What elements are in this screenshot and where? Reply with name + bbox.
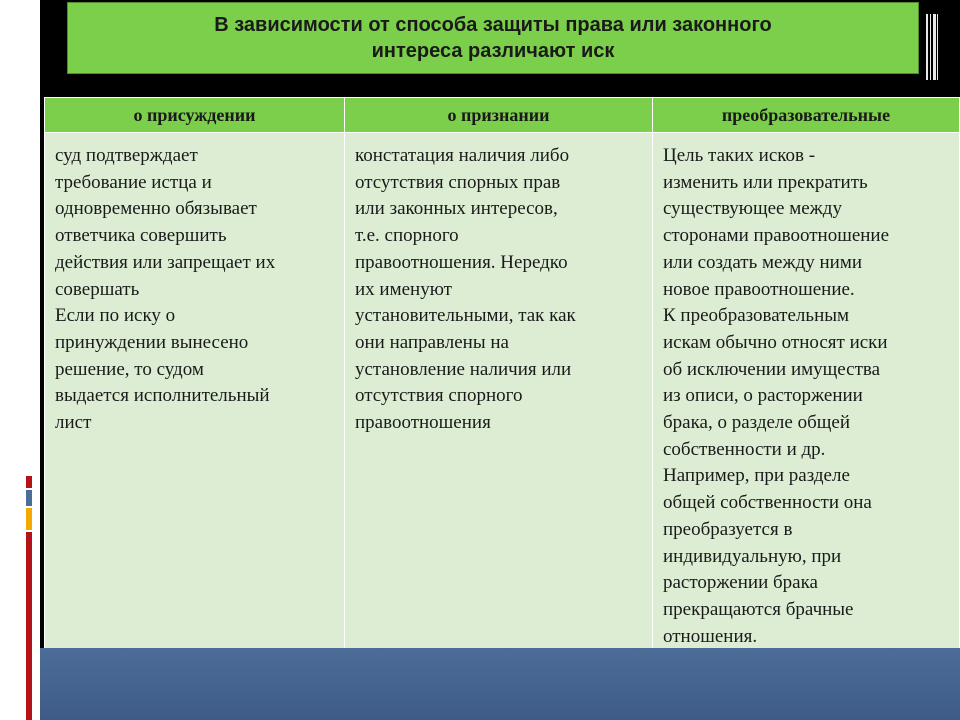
left-white-strip xyxy=(0,0,40,720)
bottom-gradient-band xyxy=(40,648,960,720)
header-recognition: о признании xyxy=(345,98,653,133)
left-color-marks xyxy=(26,476,34,720)
cell-transformative: Цель таких исков - изменить или прекратить существующее между сторонами правоотношение или создать между ними новое правоотношение. К преобразовательным искам обычно относят иски об исключении имущества из описи, о расторжении брака, о разделе общей собственности и др. Например, при разделе общей собственности она преобразуется в индивидуальную, при расторжении брака прекращаются брачные отношения. xyxy=(653,133,960,657)
table-header-row xyxy=(45,98,960,133)
table-row xyxy=(45,133,960,657)
title-decoration-lines xyxy=(926,14,938,80)
slide-title-box xyxy=(67,2,919,74)
header-transformative: преобразовательные xyxy=(653,98,960,133)
cell-recognition: констатация наличия либо отсутствия спорных прав или законных интересов, т.е. спорного правоотношения. Нередко их именуют установительными, так как они направлены на установление наличия или отсутствия спорного правоотношения xyxy=(345,133,653,657)
cell-award: суд подтверждает требование истца и одновременно обязывает ответчика совершить действия или запрещает их совершать Если по иску о принуждении вынесено решение, то судом выдается исполнительный лист xyxy=(45,133,345,657)
claims-table xyxy=(44,97,960,657)
slide-title: В зависимости от способа защиты права или законного интереса различают иск xyxy=(214,14,772,62)
header-award: о присуждении xyxy=(45,98,345,133)
